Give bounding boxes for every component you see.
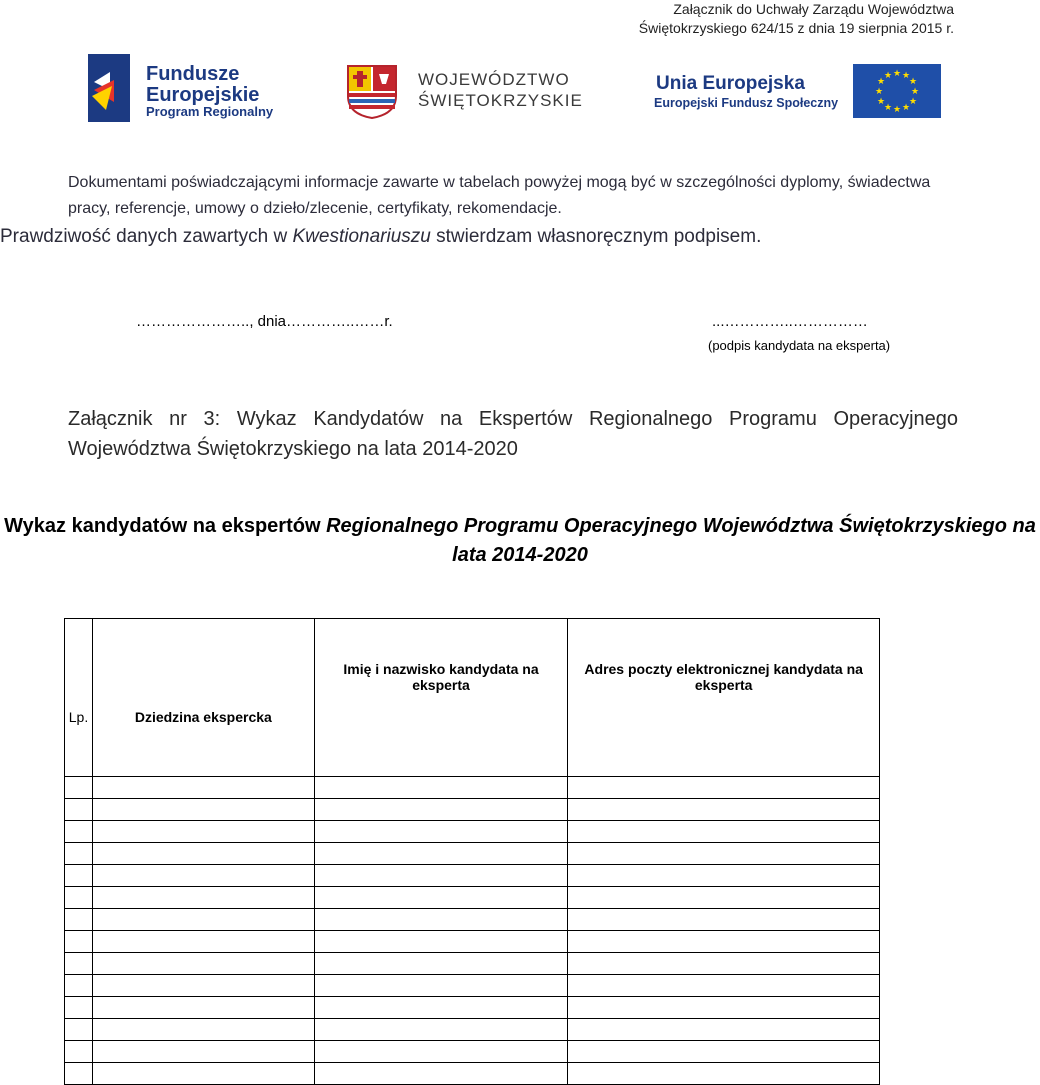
table-row <box>65 887 880 909</box>
table-header-row <box>65 619 880 777</box>
table-row <box>65 975 880 997</box>
wojewodztwo-logo-text: WOJEWÓDZTWO ŚWIĘTOKRZYSKIE <box>418 70 583 110</box>
fundusze-logo-text: Fundusze Europejskie <box>146 63 260 106</box>
documents-note-paragraph: Dokumentami poświadczającymi informacje zawarte w tabelach powyżej mogą być w szczególności dyplomy, świadectwa pracy, referencje, umowy o dzieło/zlecenie, certyfikaty, rekomendacje. <box>68 174 931 217</box>
svg-text:★: ★ <box>876 97 886 107</box>
svg-text:★: ★ <box>910 87 920 97</box>
wojewodztwo-crest-icon <box>346 64 398 120</box>
document-header-note <box>639 0 954 38</box>
candidates-table <box>64 618 880 1085</box>
table-row <box>65 865 880 887</box>
fundusze-logo-subtitle: Program Regionalny <box>146 104 274 119</box>
table-row <box>65 821 880 843</box>
col-header-domain: Dziedzina ekspercka <box>92 619 314 777</box>
signature-line: ...…………..…………… <box>712 313 868 330</box>
header-line-2: Świętokrzyskiego 624/15 z dnia 19 sierpnia 2015 r. <box>638 20 954 36</box>
col-header-name: Imię i nazwisko kandydata na eksperta <box>314 619 568 777</box>
table-row <box>65 931 880 953</box>
svg-text:★: ★ <box>883 71 893 81</box>
table-row <box>65 953 880 975</box>
table-row <box>65 1041 880 1063</box>
table-row <box>65 1063 880 1085</box>
header-line-1: Załącznik do Uchwały Zarządu Województwa <box>673 1 954 17</box>
svg-text:★: ★ <box>901 71 911 81</box>
declaration-paragraph: Prawdziwość danych zawartych w Kwestionariuszu stwierdzam własnoręcznym podpisem. <box>0 226 762 247</box>
table-row <box>65 909 880 931</box>
fundusze-europejskie-logo-icon <box>86 52 132 124</box>
table-row <box>65 799 880 821</box>
annex-heading: Załącznik nr 3: Wykaz Kandydatów na Ekspertów Regionalnego Programu Operacyjnego Województwa Świętokrzyskiego na lata 2014-2020 <box>68 408 958 460</box>
col-header-email: Adres poczty elektronicznej kandydata na eksperta <box>568 619 880 777</box>
eu-flag-icon <box>853 64 941 118</box>
table-row <box>65 997 880 1019</box>
svg-text:★: ★ <box>892 105 902 115</box>
table-row <box>65 777 880 799</box>
table-row <box>65 843 880 865</box>
svg-text:★: ★ <box>874 87 884 97</box>
svg-text:★: ★ <box>876 77 886 87</box>
svg-text:★: ★ <box>908 97 918 107</box>
svg-text:★: ★ <box>892 69 902 79</box>
eu-logo-subtitle: Europejski Fundusz Społeczny <box>654 96 839 110</box>
eu-logo-title: Unia Europejska <box>656 73 805 94</box>
signature-caption: (podpis kandydata na eksperta) <box>708 338 891 353</box>
svg-text:★: ★ <box>901 103 911 113</box>
list-title: Wykaz kandydatów na ekspertów Regionalnego Programu Operacyjnego Województwa Świętokrzyskiego na lata 2014-2020 <box>4 515 1036 566</box>
table-row <box>65 1019 880 1041</box>
svg-text:★: ★ <box>883 103 893 113</box>
place-date-line: ………………….., dnia…………..……r. <box>136 313 393 330</box>
col-header-lp: Lp. <box>65 619 93 777</box>
svg-text:★: ★ <box>908 77 918 87</box>
